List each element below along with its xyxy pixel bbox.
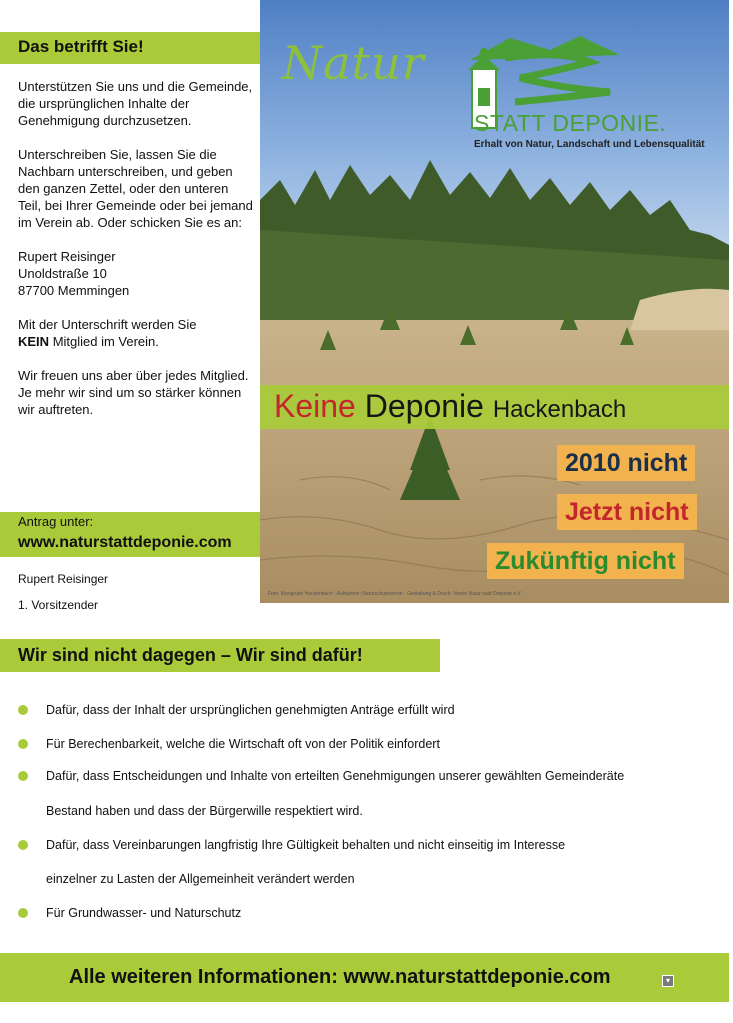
list-item-text: Bestand haben und dass der Bürgerwille respektiert wird. bbox=[46, 804, 363, 818]
tag-2010-nicht: 2010 nicht bbox=[557, 445, 695, 481]
bullet-dot-icon bbox=[18, 840, 28, 850]
address-name: Rupert Reisinger bbox=[18, 249, 116, 264]
list-item-text: Dafür, dass Vereinbarungen langfristig Ihre Gültigkeit behalten und nicht einseitig im Interesse bbox=[46, 838, 566, 852]
antrag-box bbox=[0, 512, 284, 557]
list-item-text: Für Grundwasser- und Naturschutz bbox=[46, 906, 242, 920]
intro-paragraph: Unterstützen Sie uns und die Gemeinde, die ursprünglichen Inhalte der Genehmigung durchzusetzen. bbox=[18, 79, 253, 128]
postal-address bbox=[18, 248, 253, 299]
membership-note-a: Mit der Unterschrift werden Sie bbox=[18, 317, 197, 332]
list-item-text: Dafür, dass Entscheidungen und Inhalte von erteilten Genehmigungen unserer gewählten Gemeinderäte bbox=[46, 769, 625, 783]
signature-name: Rupert Reisinger bbox=[18, 572, 109, 586]
headline-hackenbach: Hackenbach bbox=[492, 396, 627, 423]
slogan-text: Wir sind nicht dagegen – Wir sind dafür! bbox=[18, 645, 363, 665]
slogan-bar bbox=[0, 639, 440, 672]
tag-jetzt-nicht: Jetzt nicht bbox=[557, 494, 697, 530]
instruction-paragraph: Unterschreiben Sie, lassen Sie die Nachbarn unterschreiben, und geben den ganzen Zettel, oder den unteren Teil, bei Ihrer Gemeinde oder bei jemand im Verein ab. Oder schicken Sie es an: bbox=[18, 147, 253, 230]
antrag-url-link[interactable]: www.naturstattdeponie.com bbox=[18, 534, 232, 551]
logo-word-natur: Natur bbox=[282, 36, 425, 90]
list-item-text: Für Berechenbarkeit, welche die Wirtschaft oft von der Politik einfordert bbox=[46, 737, 440, 751]
membership-note-b: Mitglied im Verein. bbox=[52, 334, 159, 349]
list-item-text: Dafür, dass der Inhalt der ursprünglichen genehmigten Anträge erfüllt wird bbox=[46, 703, 455, 717]
photo-credit: Foto: Kiesgrube Hackenbach · Aufnahme: Naturschutzverein · Gestaltung & Druck: Verein Natur statt Deponie e.V. bbox=[268, 591, 522, 597]
logo-subtitle: Erhalt von Natur, Landschaft und Lebensqualität bbox=[474, 139, 705, 150]
left-text-block bbox=[18, 78, 253, 435]
bullet-dot-icon bbox=[18, 739, 28, 749]
address-city: 87700 Memmingen bbox=[18, 283, 130, 298]
headline-deponie: Deponie bbox=[364, 388, 484, 424]
bullet-dot-icon bbox=[18, 771, 28, 781]
bullet-dot-icon bbox=[18, 908, 28, 918]
section-title: Das betrifft Sie! bbox=[18, 37, 144, 56]
footer-bar bbox=[0, 953, 729, 1002]
bullet-dot-icon bbox=[18, 705, 28, 715]
footer-text[interactable]: Alle weiteren Informationen: www.naturstattdeponie.com bbox=[69, 966, 611, 988]
membership-note-strong: KEIN bbox=[18, 334, 50, 349]
address-street: Unoldstraße 10 bbox=[18, 266, 107, 281]
dropdown-icon[interactable]: ▾ bbox=[662, 975, 674, 987]
headline-text bbox=[274, 388, 626, 425]
headline-bar bbox=[260, 385, 729, 429]
list-item-text: einzelner zu Lasten der Allgemeinheit verändert werden bbox=[46, 872, 355, 886]
antrag-label: Antrag unter: bbox=[18, 514, 94, 529]
membership-note bbox=[18, 316, 253, 350]
logo-word-statt-deponie: STATT DEPONIE. bbox=[474, 110, 667, 136]
headline-keine: Keine bbox=[274, 388, 356, 424]
join-paragraph: Wir freuen uns aber über jedes Mitglied. Je mehr wir sind um so stärker können wir auftreten. bbox=[18, 368, 249, 417]
section-header-betrifft bbox=[0, 32, 282, 64]
signature-role: 1. Vorsitzender bbox=[18, 598, 99, 612]
tag-zukuenftig-nicht: Zukünftig nicht bbox=[487, 543, 684, 579]
